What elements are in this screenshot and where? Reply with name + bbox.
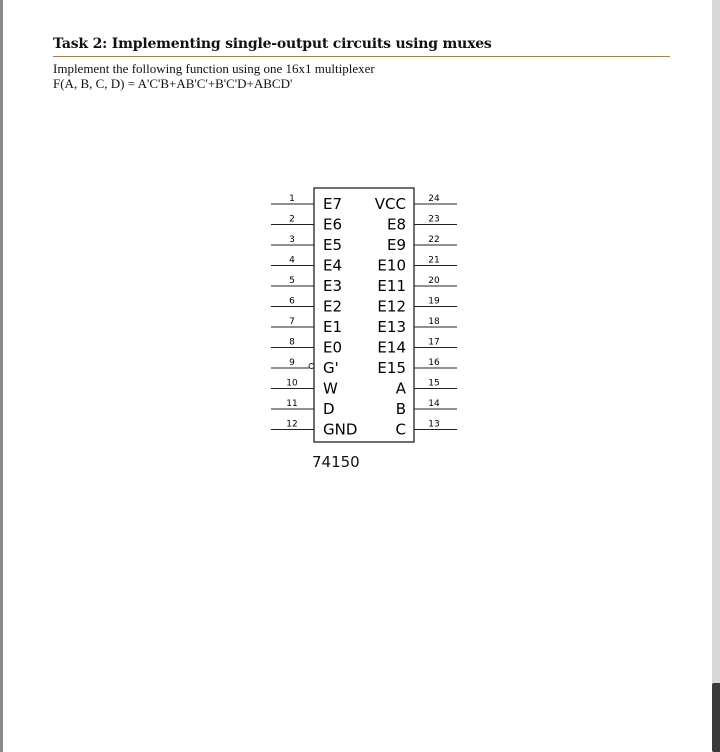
pin-number-18: 18 [428, 317, 440, 327]
pin-signal-15: A [395, 379, 406, 398]
boolean-function: F(A, B, C, D) = A'C'B+AB'C'+B'C'D+ABCD' [53, 76, 293, 91]
pin-signal-3: E5 [323, 236, 343, 254]
chip-part-number: 74150 [312, 453, 360, 471]
pin-number-2: 2 [289, 214, 295, 225]
pin-signal-9: G' [323, 359, 339, 377]
pin-signal-17: E14 [377, 338, 406, 357]
pin-number-12: 12 [286, 419, 298, 430]
pin-number-17: 17 [428, 337, 440, 348]
pin-number-16: 16 [428, 358, 440, 368]
pin-signal-5: E3 [323, 277, 343, 295]
pin-signal-18: E13 [377, 318, 406, 336]
pin-signal-4: E4 [323, 256, 343, 275]
pin-signal-6: E2 [323, 297, 343, 316]
pin-number-21: 21 [428, 255, 440, 266]
enable-inversion-bubble [309, 364, 314, 369]
pin-signal-19: E12 [377, 297, 406, 316]
pin-signal-21: E10 [377, 256, 406, 275]
pin-number-11: 11 [286, 399, 298, 409]
pin-number-7: 7 [289, 317, 295, 327]
pin-number-19: 19 [428, 296, 440, 307]
pin-signal-22: E9 [386, 236, 406, 254]
pin-number-20: 20 [428, 276, 440, 286]
pin-signal-8: E0 [323, 338, 343, 357]
pin-number-3: 3 [289, 235, 295, 245]
pin-signal-2: E6 [323, 215, 343, 234]
pin-number-8: 8 [289, 337, 295, 348]
pin-number-1: 1 [289, 194, 295, 204]
task-title: Task 2: Implementing single-output circuits using muxes [53, 36, 492, 52]
pin-number-6: 6 [289, 296, 295, 307]
pin-number-10: 10 [286, 378, 298, 389]
pin-signal-11: D [323, 400, 335, 418]
pin-signal-14: B [395, 400, 406, 418]
pin-number-4: 4 [289, 255, 295, 266]
pin-number-5: 5 [289, 276, 295, 286]
pin-number-22: 22 [428, 235, 440, 245]
instruction-text: Implement the following function using one 16x1 multiplexer [53, 61, 375, 76]
pin-number-23: 23 [428, 214, 440, 225]
pin-signal-24: VCC [374, 195, 406, 213]
pin-signal-12: GND [323, 420, 358, 439]
pin-signal-20: E11 [377, 277, 406, 295]
pin-number-15: 15 [428, 378, 440, 389]
pin-signal-7: E1 [323, 318, 343, 336]
pin-number-9: 9 [289, 358, 295, 368]
pin-number-14: 14 [428, 399, 440, 409]
pin-signal-10: W [323, 379, 338, 398]
pin-signal-23: E8 [386, 215, 406, 234]
pin-number-13: 13 [428, 419, 440, 430]
pin-number-24: 24 [428, 194, 440, 204]
pin-signal-13: C [395, 420, 406, 439]
pin-signal-1: E7 [323, 195, 343, 213]
pin-signal-16: E15 [377, 359, 406, 377]
